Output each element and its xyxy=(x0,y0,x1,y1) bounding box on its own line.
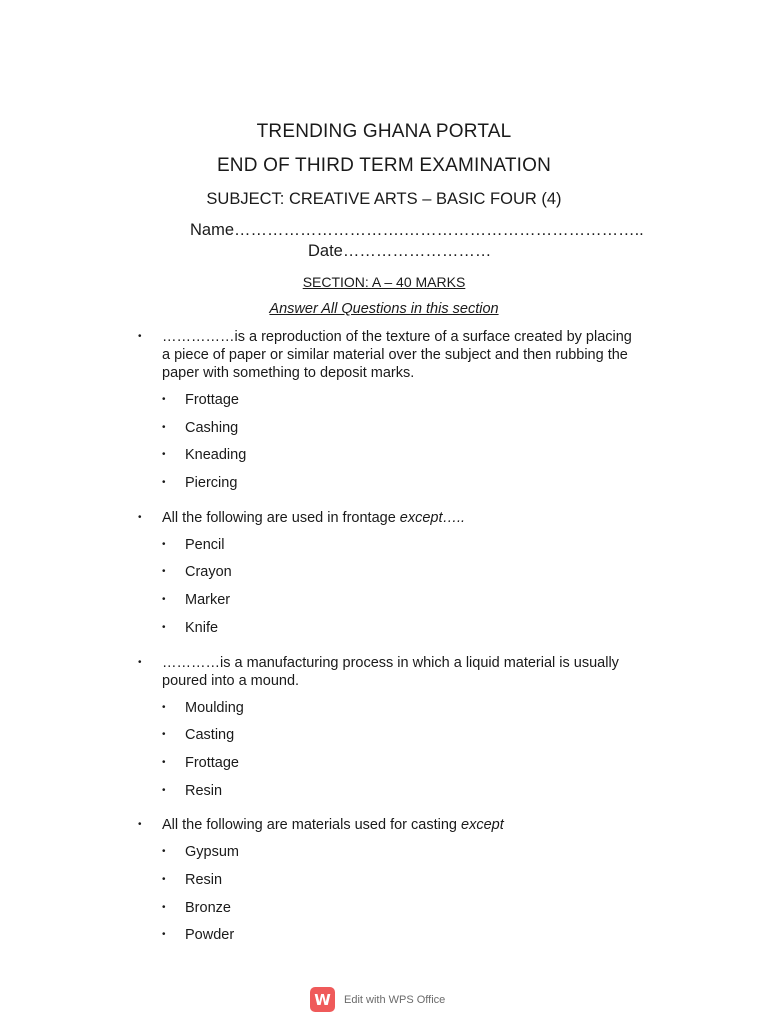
section-instruction: Answer All Questions in this section xyxy=(269,301,499,317)
option-label: Bronze xyxy=(185,899,231,916)
option-item xyxy=(0,446,768,474)
wps-logo-icon[interactable]: W xyxy=(310,987,335,1012)
option-label: Knife xyxy=(185,619,219,636)
question-item xyxy=(0,509,768,527)
question-emphasis: except….. xyxy=(399,509,466,526)
question-item xyxy=(0,654,768,690)
option-list xyxy=(0,391,768,502)
option-label: Frottage xyxy=(185,754,239,771)
option-item xyxy=(0,726,768,754)
option-item xyxy=(0,591,768,619)
option-item xyxy=(0,926,768,954)
option-label: Frottage xyxy=(185,392,239,408)
option-label: Moulding xyxy=(185,699,244,716)
wps-edit-link[interactable]: Edit with WPS Office xyxy=(344,993,446,1006)
option-item xyxy=(0,843,768,871)
bullet-icon: • xyxy=(162,701,166,713)
option-item xyxy=(0,536,768,564)
bullet-icon: • xyxy=(162,621,166,633)
question-stem: All the following are used in frontage xyxy=(162,509,400,526)
option-item xyxy=(0,474,768,502)
section-heading: SECTION: A – 40 MARKS xyxy=(302,274,466,290)
option-item xyxy=(0,871,768,899)
bullet-icon: • xyxy=(162,756,166,768)
bullet-icon: • xyxy=(162,538,166,550)
option-item xyxy=(0,419,768,447)
option-label: Piercing xyxy=(185,475,238,492)
question-stem: ……………is a reproduction of the texture of a surface created by placing a piece of paper or similar material over the subject and then rubbing the paper with something to deposit marks. xyxy=(162,329,632,381)
question-item xyxy=(0,816,768,834)
option-label: Marker xyxy=(185,592,231,609)
option-label: Casting xyxy=(185,727,235,744)
bullet-icon: • xyxy=(138,656,142,668)
question-emphasis: except xyxy=(461,817,504,834)
option-item xyxy=(0,391,768,419)
exam-title: END OF THIRD TERM EXAMINATION xyxy=(216,155,552,176)
option-item xyxy=(0,782,768,810)
bullet-icon: • xyxy=(162,566,166,578)
option-label: Resin xyxy=(185,871,223,888)
bullet-icon: • xyxy=(138,511,142,523)
portal-title: TRENDING GHANA PORTAL xyxy=(256,121,512,142)
bullet-icon: • xyxy=(162,421,166,433)
option-label: Pencil xyxy=(185,536,225,553)
bullet-icon: • xyxy=(162,594,166,606)
question-text xyxy=(162,328,642,382)
bullet-icon: • xyxy=(138,819,142,831)
bullet-icon: • xyxy=(162,449,166,461)
date-line: Date……………………… xyxy=(308,242,492,260)
name-line: Name………………………….…………………………………….. xyxy=(190,221,644,239)
bullet-icon: • xyxy=(162,394,166,405)
option-item xyxy=(0,619,768,647)
subject-line: SUBJECT: CREATIVE ARTS – BASIC FOUR (4) xyxy=(206,190,562,208)
question-list xyxy=(0,328,768,961)
wps-footer[interactable] xyxy=(310,987,445,1012)
bullet-icon: • xyxy=(162,929,166,941)
option-list xyxy=(0,536,768,647)
bullet-icon: • xyxy=(162,729,166,741)
option-label: Resin xyxy=(185,782,223,799)
option-list xyxy=(0,699,768,810)
option-label: Crayon xyxy=(185,564,232,581)
option-list xyxy=(0,843,768,954)
option-label: Kneading xyxy=(185,447,247,464)
option-item xyxy=(0,754,768,782)
option-item xyxy=(0,563,768,591)
bullet-icon: • xyxy=(162,784,166,796)
question-text xyxy=(162,816,642,834)
option-label: Gypsum xyxy=(185,844,239,861)
option-label: Powder xyxy=(185,927,235,944)
bullet-icon: • xyxy=(162,901,166,913)
question-text xyxy=(162,509,642,527)
question-stem: …………is a manufacturing process in which a liquid material is usually poured into a mound. xyxy=(162,654,619,689)
option-item xyxy=(0,699,768,727)
question-text xyxy=(162,654,642,690)
option-item xyxy=(0,899,768,927)
bullet-icon: • xyxy=(162,846,166,858)
bullet-icon: • xyxy=(162,477,166,489)
bullet-icon: • xyxy=(162,873,166,885)
question-stem: All the following are materials used for casting xyxy=(162,817,462,834)
option-label: Cashing xyxy=(185,419,239,436)
question-item xyxy=(0,328,768,382)
bullet-icon: • xyxy=(138,331,142,342)
